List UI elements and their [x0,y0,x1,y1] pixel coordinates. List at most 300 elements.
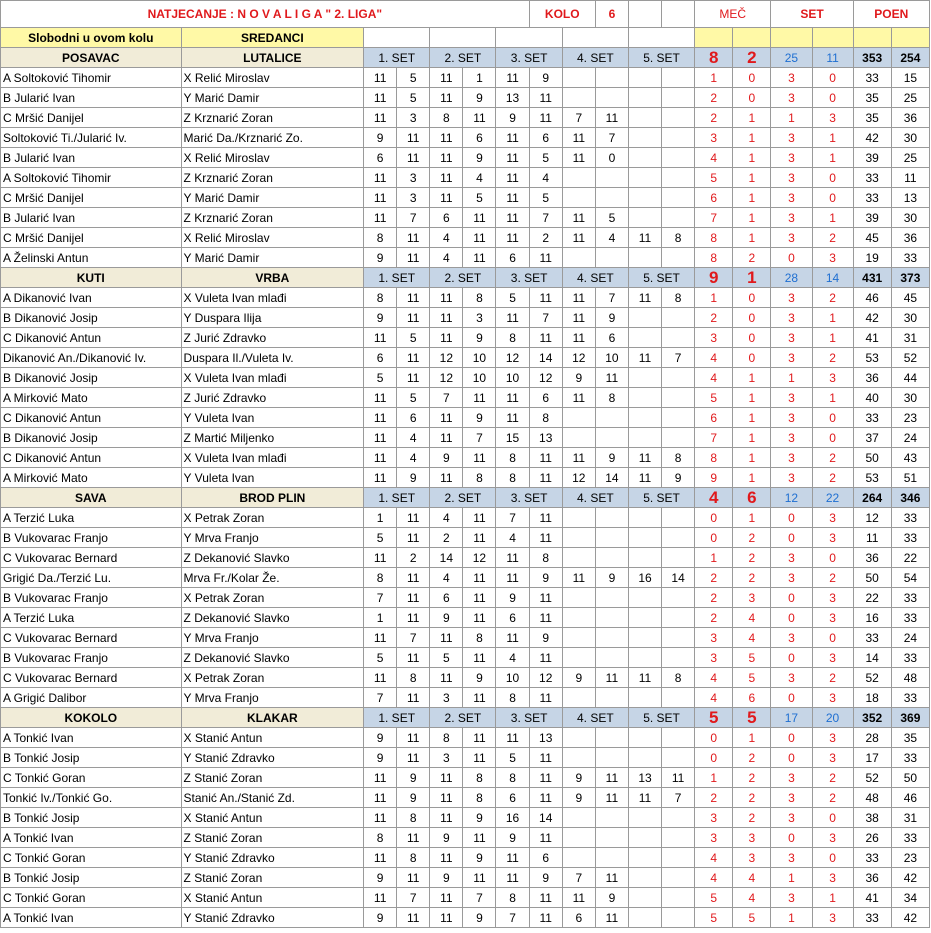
set-score: 9 [430,448,463,468]
set-header-3: 3. SET [496,708,562,728]
set-score [595,728,628,748]
home-team-name: POSAVAC [1,48,182,68]
match-score-away: 2 [733,568,771,588]
sets-won-away: 3 [812,248,853,268]
match-score-home: 0 [695,728,733,748]
points-away-total: 346 [891,488,929,508]
points-away: 23 [891,408,929,428]
set-score [628,388,661,408]
set-score [595,408,628,428]
set-score: 8 [496,448,529,468]
game-row [1,568,930,588]
sets-won-home: 3 [771,228,812,248]
set-score: 11 [496,208,529,228]
set-score: 4 [397,448,430,468]
set-score [562,588,595,608]
sets-home-total: 12 [771,488,812,508]
set-header-2: 2. SET [430,48,496,68]
set-score [628,888,661,908]
set-score: 7 [397,208,430,228]
set-score [562,648,595,668]
sets-won-away: 0 [812,628,853,648]
game-row [1,368,930,388]
set-score [628,248,661,268]
set-score [562,548,595,568]
set-header-5: 5. SET [628,48,694,68]
set-score: 11 [529,648,562,668]
set-score: 11 [364,548,397,568]
set-score: 11 [364,628,397,648]
set-score: 5 [364,648,397,668]
match-score-home: 0 [695,508,733,528]
set-score [562,848,595,868]
game-row [1,508,930,528]
points-home: 33 [853,408,891,428]
set-score [628,868,661,888]
set-score: 14 [430,548,463,568]
points-away: 48 [891,668,929,688]
points-home: 41 [853,328,891,348]
set-score [662,828,695,848]
set-label: SET [771,1,853,28]
match-score-home: 0 [695,528,733,548]
set-score: 8 [463,468,496,488]
set-score: 5 [496,288,529,308]
set-score: 6 [430,208,463,228]
set-score: 9 [595,448,628,468]
points-away: 42 [891,868,929,888]
set-score: 5 [364,528,397,548]
set-score: 11 [430,428,463,448]
points-home: 22 [853,588,891,608]
set-score: 11 [529,888,562,908]
set-score: 11 [496,228,529,248]
set-score: 12 [562,348,595,368]
set-score: 11 [430,148,463,168]
match-score-home: 4 [695,348,733,368]
points-away: 11 [891,168,929,188]
away-team-name: BROD PLIN [181,488,364,508]
set-score: 11 [595,788,628,808]
points-home: 38 [853,808,891,828]
game-row [1,188,930,208]
game-row [1,108,930,128]
home-player: C Tonkić Goran [1,768,182,788]
match-score-away: 0 [733,288,771,308]
away-player: Z Stanić Zoran [181,868,364,888]
points-away: 24 [891,428,929,448]
sets-won-away: 2 [812,768,853,788]
set-score: 11 [397,608,430,628]
free-team: SREDANCI [181,28,364,48]
set-score [562,808,595,828]
away-team-name: KLAKAR [181,708,364,728]
home-player: B Vukovarac Franjo [1,648,182,668]
set-score: 11 [397,348,430,368]
sets-won-away: 3 [812,828,853,848]
set-score [662,68,695,88]
set-score: 11 [562,228,595,248]
set-score: 11 [397,728,430,748]
set-score [662,208,695,228]
game-row [1,348,930,368]
game-row [1,668,930,688]
away-player: X Relić Miroslav [181,228,364,248]
set-score: 7 [662,348,695,368]
sets-won-home: 0 [771,728,812,748]
away-player: Z Stanić Zoran [181,768,364,788]
home-player: Dikanović An./Dikanović Iv. [1,348,182,368]
game-row [1,868,930,888]
match-home-total: 4 [695,488,733,508]
home-player: C Mršić Danijel [1,228,182,248]
game-row [1,408,930,428]
match-score-home: 7 [695,208,733,228]
set-score: 11 [430,848,463,868]
set-score: 11 [562,888,595,908]
set-score: 11 [397,308,430,328]
set-score [628,148,661,168]
game-row [1,688,930,708]
game-row [1,248,930,268]
fixture-header-row [1,48,930,68]
set-score: 11 [529,88,562,108]
sets-won-away: 3 [812,508,853,528]
set-score: 0 [595,148,628,168]
set-header-3: 3. SET [496,48,562,68]
set-score [595,848,628,868]
points-home: 36 [853,548,891,568]
points-home: 37 [853,428,891,448]
set-score [562,188,595,208]
set-score: 14 [662,568,695,588]
match-away-total: 1 [733,268,771,288]
match-away-total: 6 [733,488,771,508]
empty-cell [812,28,853,48]
points-home: 35 [853,108,891,128]
set-score: 10 [496,368,529,388]
sets-won-away: 1 [812,328,853,348]
set-score: 11 [496,388,529,408]
set-score [628,908,661,928]
sets-won-away: 2 [812,228,853,248]
set-score: 11 [496,868,529,888]
away-player: Y Stanić Zdravko [181,848,364,868]
sets-won-away: 0 [812,408,853,428]
set-score: 11 [529,528,562,548]
home-player: C Vukovarac Bernard [1,548,182,568]
set-score: 8 [496,328,529,348]
set-score: 11 [463,448,496,468]
game-row [1,528,930,548]
set-score: 11 [529,588,562,608]
set-score: 11 [496,168,529,188]
home-player: A Soltoković Tihomir [1,168,182,188]
set-score: 4 [397,428,430,448]
set-score: 11 [430,788,463,808]
set-score: 11 [496,188,529,208]
set-score [662,908,695,928]
set-score [595,648,628,668]
match-score-away: 0 [733,348,771,368]
set-score: 9 [496,108,529,128]
empty-cell [733,28,771,48]
set-score: 6 [595,328,628,348]
match-score-away: 1 [733,128,771,148]
home-player: C Vukovarac Bernard [1,628,182,648]
set-score: 11 [397,368,430,388]
sets-won-away: 3 [812,728,853,748]
set-score: 9 [364,308,397,328]
away-player: Z Krznarić Zoran [181,208,364,228]
set-score: 9 [595,308,628,328]
points-home: 46 [853,288,891,308]
set-score: 11 [463,108,496,128]
set-score: 12 [430,348,463,368]
match-score-away: 0 [733,88,771,108]
sets-won-home: 0 [771,588,812,608]
sets-won-away: 0 [812,68,853,88]
set-score: 11 [496,548,529,568]
sets-away-total: 14 [812,268,853,288]
set-score: 9 [529,68,562,88]
set-score [628,188,661,208]
match-home-total: 9 [695,268,733,288]
match-score-away: 4 [733,608,771,628]
sets-won-home: 0 [771,748,812,768]
set-score: 4 [430,508,463,528]
game-row [1,908,930,928]
set-score: 11 [397,288,430,308]
points-home: 16 [853,608,891,628]
set-score: 11 [397,868,430,888]
set-score: 11 [397,688,430,708]
set-score: 8 [496,688,529,708]
set-score [562,628,595,648]
empty-cell [562,28,628,48]
set-score: 5 [529,148,562,168]
home-team-name: KOKOLO [1,708,182,728]
set-score: 11 [364,668,397,688]
set-score: 11 [430,408,463,428]
match-score-home: 4 [695,368,733,388]
set-score: 3 [397,108,430,128]
set-score: 11 [463,868,496,888]
set-score: 7 [430,388,463,408]
match-score-away: 6 [733,688,771,708]
set-score: 9 [595,568,628,588]
match-score-home: 3 [695,648,733,668]
set-score [628,328,661,348]
set-score: 6 [529,388,562,408]
set-score: 5 [397,68,430,88]
set-header-4: 4. SET [562,268,628,288]
sets-away-total: 22 [812,488,853,508]
set-score: 11 [496,68,529,88]
set-score: 11 [397,648,430,668]
points-away: 33 [891,648,929,668]
set-score: 11 [496,728,529,748]
away-player: Mrva Fr./Kolar Že. [181,568,364,588]
set-score [628,548,661,568]
match-score-home: 2 [695,308,733,328]
set-score: 11 [364,208,397,228]
match-score-home: 9 [695,468,733,488]
home-player: A Tonkić Ivan [1,728,182,748]
match-score-away: 0 [733,328,771,348]
set-score [662,388,695,408]
set-score: 11 [529,448,562,468]
points-away: 30 [891,308,929,328]
set-score: 12 [430,368,463,388]
set-score: 8 [430,108,463,128]
set-score: 1 [463,68,496,88]
set-score: 9 [529,868,562,888]
away-player: Z Martić Miljenko [181,428,364,448]
sets-home-total: 25 [771,48,812,68]
away-player: Marić Da./Krznarić Zo. [181,128,364,148]
set-score: 8 [595,388,628,408]
away-player: X Stanić Antun [181,728,364,748]
away-player: X Petrak Zoran [181,588,364,608]
set-score [628,168,661,188]
set-score: 11 [430,468,463,488]
set-score [662,848,695,868]
match-score-home: 3 [695,328,733,348]
set-score [628,508,661,528]
sets-won-home: 3 [771,88,812,108]
set-score: 11 [529,788,562,808]
points-away: 15 [891,68,929,88]
sets-won-away: 0 [812,428,853,448]
set-score: 11 [463,208,496,228]
points-home-total: 431 [853,268,891,288]
set-score: 9 [463,848,496,868]
set-score: 11 [496,568,529,588]
set-score: 5 [430,648,463,668]
set-score: 8 [397,668,430,688]
sets-won-home: 3 [771,468,812,488]
set-score: 11 [430,68,463,88]
set-score: 11 [397,228,430,248]
empty-cell [662,1,695,28]
set-score: 6 [430,588,463,608]
set-score: 11 [662,768,695,788]
set-score [662,628,695,648]
set-score [595,88,628,108]
set-score [628,588,661,608]
set-score [628,748,661,768]
set-score: 7 [397,628,430,648]
points-home: 33 [853,848,891,868]
match-score-home: 5 [695,908,733,928]
match-score-home: 1 [695,68,733,88]
set-score [562,428,595,448]
sets-won-away: 1 [812,208,853,228]
set-score [628,108,661,128]
set-score: 8 [662,288,695,308]
points-away: 36 [891,108,929,128]
points-home: 45 [853,228,891,248]
set-score: 7 [662,788,695,808]
set-score: 6 [529,848,562,868]
home-player: A Tonkić Ivan [1,908,182,928]
match-score-home: 2 [695,568,733,588]
game-row [1,588,930,608]
sets-won-home: 1 [771,908,812,928]
points-away: 34 [891,888,929,908]
sets-away-total: 11 [812,48,853,68]
points-home: 52 [853,668,891,688]
set-score: 9 [496,828,529,848]
set-score: 1 [364,608,397,628]
sets-won-away: 1 [812,308,853,328]
set-score [662,188,695,208]
sets-won-away: 3 [812,368,853,388]
home-player: A Dikanović Ivan [1,288,182,308]
set-score [595,588,628,608]
match-score-away: 1 [733,368,771,388]
points-away: 31 [891,328,929,348]
game-row [1,888,930,908]
sets-won-home: 0 [771,688,812,708]
set-header-4: 4. SET [562,708,628,728]
points-away: 33 [891,248,929,268]
set-score: 8 [364,288,397,308]
home-player: B Tonkić Josip [1,748,182,768]
set-score: 11 [628,228,661,248]
game-row [1,548,930,568]
match-score-away: 2 [733,248,771,268]
set-score: 11 [430,668,463,688]
match-score-home: 2 [695,608,733,628]
set-score [662,548,695,568]
match-score-home: 8 [695,248,733,268]
points-home: 53 [853,348,891,368]
set-score: 11 [364,388,397,408]
set-score: 7 [562,108,595,128]
set-score: 11 [397,908,430,928]
sets-won-away: 1 [812,148,853,168]
sets-won-home: 3 [771,428,812,448]
set-score: 16 [628,568,661,588]
points-away: 52 [891,348,929,368]
set-score: 13 [529,728,562,748]
set-score: 9 [397,768,430,788]
match-score-home: 4 [695,148,733,168]
set-score [662,648,695,668]
sets-won-away: 0 [812,548,853,568]
set-score: 8 [397,848,430,868]
game-row [1,728,930,748]
points-home: 50 [853,448,891,468]
match-score-home: 1 [695,548,733,568]
away-player: X Vuleta Ivan mlađi [181,288,364,308]
set-score: 9 [595,888,628,908]
set-score: 11 [364,468,397,488]
set-score: 6 [529,128,562,148]
match-label: MEČ [695,1,771,28]
empty-cell [771,28,812,48]
away-player: Y Marić Damir [181,88,364,108]
set-header-5: 5. SET [628,268,694,288]
set-score: 8 [529,408,562,428]
set-score [662,888,695,908]
away-player: Y Mrva Franjo [181,528,364,548]
set-score: 8 [529,548,562,568]
set-score: 15 [496,428,529,448]
set-score: 9 [364,728,397,748]
